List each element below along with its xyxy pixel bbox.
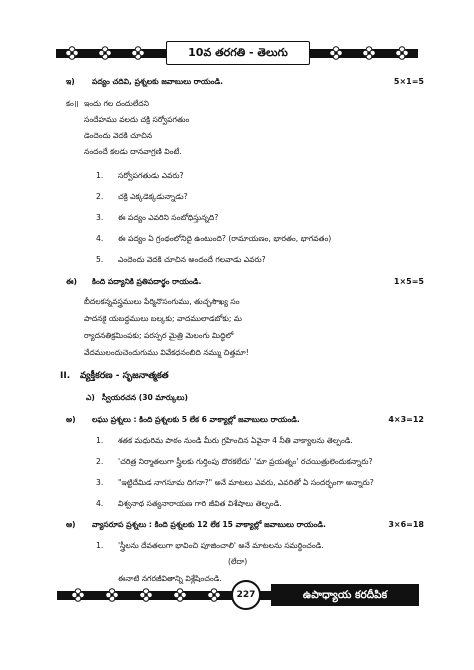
section-a-marks: 5×1=5 [393,77,424,86]
question-text: ఎందెందు వెదకి చూచిన అందందే గలవాడు ఎవరు? [118,255,266,264]
or-text: (లేదా) [228,557,248,566]
poem-line-text: డెందెందు వెదకి చూచిన [84,131,153,140]
part-a-marks: 4×3=12 [388,415,424,424]
section-b-instruction: కింది పద్యానికి ప్రతిపదార్థం రాయండి. [92,277,202,286]
question-number: 3. [96,478,104,487]
subsection-title: స్వీయరచన (30 మార్కులు) [102,393,188,402]
question-text: శతక మధురిమ పాఠం నుండి మీరు గ్రహించిన ఏవైనా 4 నీతి వాక్యాలను తెల్పండి. [118,436,353,445]
flower-icon [362,46,376,60]
poem-label: కం॥ [66,99,79,108]
flower-icon [131,46,145,60]
question-number: 5. [96,255,104,264]
page-number: 227 [231,580,261,610]
subsection-label: ఎ) [86,393,95,402]
poem-line-text: నందందే కలడు దానవాగ్రణి వింటే. [84,147,182,156]
poem-line-text: సందేహము వలదు చక్రి సర్వోపగతుం [84,115,190,124]
flower-icon [71,588,85,602]
part-a-label: అ) [66,415,76,424]
question-text: 'చరిత్ర నిర్మాతలుగా స్త్రీలకు గుర్తింపు దొరకలేదు' 'మా ప్రయత్నం' రచయిత్రులెందుకన్నారు? [118,457,373,466]
flower-icon [65,46,79,60]
question-text: చక్రి ఎక్కడెక్కడున్నాడు? [118,192,188,201]
flower-icon [329,46,343,60]
section-b-label: ఈ) [66,277,78,286]
poem-line-text: ఇందు గల దందులేదని [84,99,149,108]
part-b-instruction: వ్యాసరూప ప్రశ్నలు : కింది ప్రశ్నలకు 12 లేక 15 వాక్యాల్లో జవాబులు రాయండి. [92,520,326,529]
section-a-instruction: పద్యం చదివి, ప్రశ్నలకు జవాబులు రాయండి. [92,77,224,86]
header-decoration-right [320,41,418,65]
poem-line-text: బీదలకన్నవస్త్రములు పేర్మినొసంగుము, తుచ్ఛసౌఖ్య సం [84,297,240,306]
section-ii-number: II. [60,371,71,381]
question-text: 'స్త్రీలను దేవతలుగా భావించి పూజించాలి' అనే మాటలను సమర్థించండి. [118,541,324,550]
question-number: 1. [96,171,104,180]
question-text: సర్వోపగతుడు ఎవరు? [118,171,184,180]
page-title: 10వ తరగతి - తెలుగు [166,41,310,65]
flower-icon [395,46,409,60]
footer-decoration [61,583,231,607]
footer-title: ఉపాధ్యాయ కరదీపిక [271,584,419,606]
poem-line-text: పాదనకై యబద్ధములు బల్కకు; వాదములాడబోకు; మ [84,314,242,323]
question-number: 1. [96,436,104,445]
flower-icon [139,588,153,602]
question-number: 2. [96,192,104,201]
poem-line-text: వేదములందుచెందుగుము వివేకధనంబిది నమ్ము చిత్తమా! [84,348,249,357]
question-number: 3. [96,213,104,222]
section-ii-title: వ్యక్తీకరణ - సృజనాత్మకత [80,371,169,381]
page-footer [57,580,419,610]
flower-icon [98,46,112,60]
question-text: ఈనాటి నగరజీవితాన్ని విశ్లేషించండి. [118,574,222,583]
poem-line-text: ర్యాదనతిక్రమింపకు; పరస్పర మైత్రి మెలంగు మిద్ధిలో [84,331,234,340]
question-text: విశ్వనాథ సత్యనారాయణ గారి జీవిత విశేషాలు తెల్పండి. [118,499,282,508]
question-number: 1. [96,541,104,550]
flower-icon [207,588,221,602]
question-number: 4. [96,499,104,508]
question-text: ఈ పద్యం ఏ గ్రంథంలోనిదై ఉంటుంది? (రామాయణం, భారతం, భాగవతం) [118,234,332,243]
question-number: 4. [96,234,104,243]
question-text: "ఇట్టిదేమిడ నాగసూమ దిగనా?" అనే మాటలు ఎవరు, ఎవరితో ఏ సందర్భంగా అన్నారు? [118,478,374,487]
question-text: ఈ పద్యం ఎవరిని సంబోధిస్తున్నది? [118,213,219,222]
section-a-label: ఇ) [66,77,75,86]
part-b-label: ఆ) [66,520,76,529]
header-decoration-left [56,41,154,65]
part-b-marks: 3×6=18 [388,520,424,529]
question-number: 2. [96,457,104,466]
flower-icon [173,588,187,602]
page-header [56,41,418,65]
part-a-instruction: లఘు ప్రశ్నలు : కింది ప్రశ్నలకు 5 లేక 6 వాక్యాల్లో జవాబులు రాయండి. [92,415,300,424]
flower-icon [105,588,119,602]
section-b-marks: 1×5=5 [393,277,424,286]
